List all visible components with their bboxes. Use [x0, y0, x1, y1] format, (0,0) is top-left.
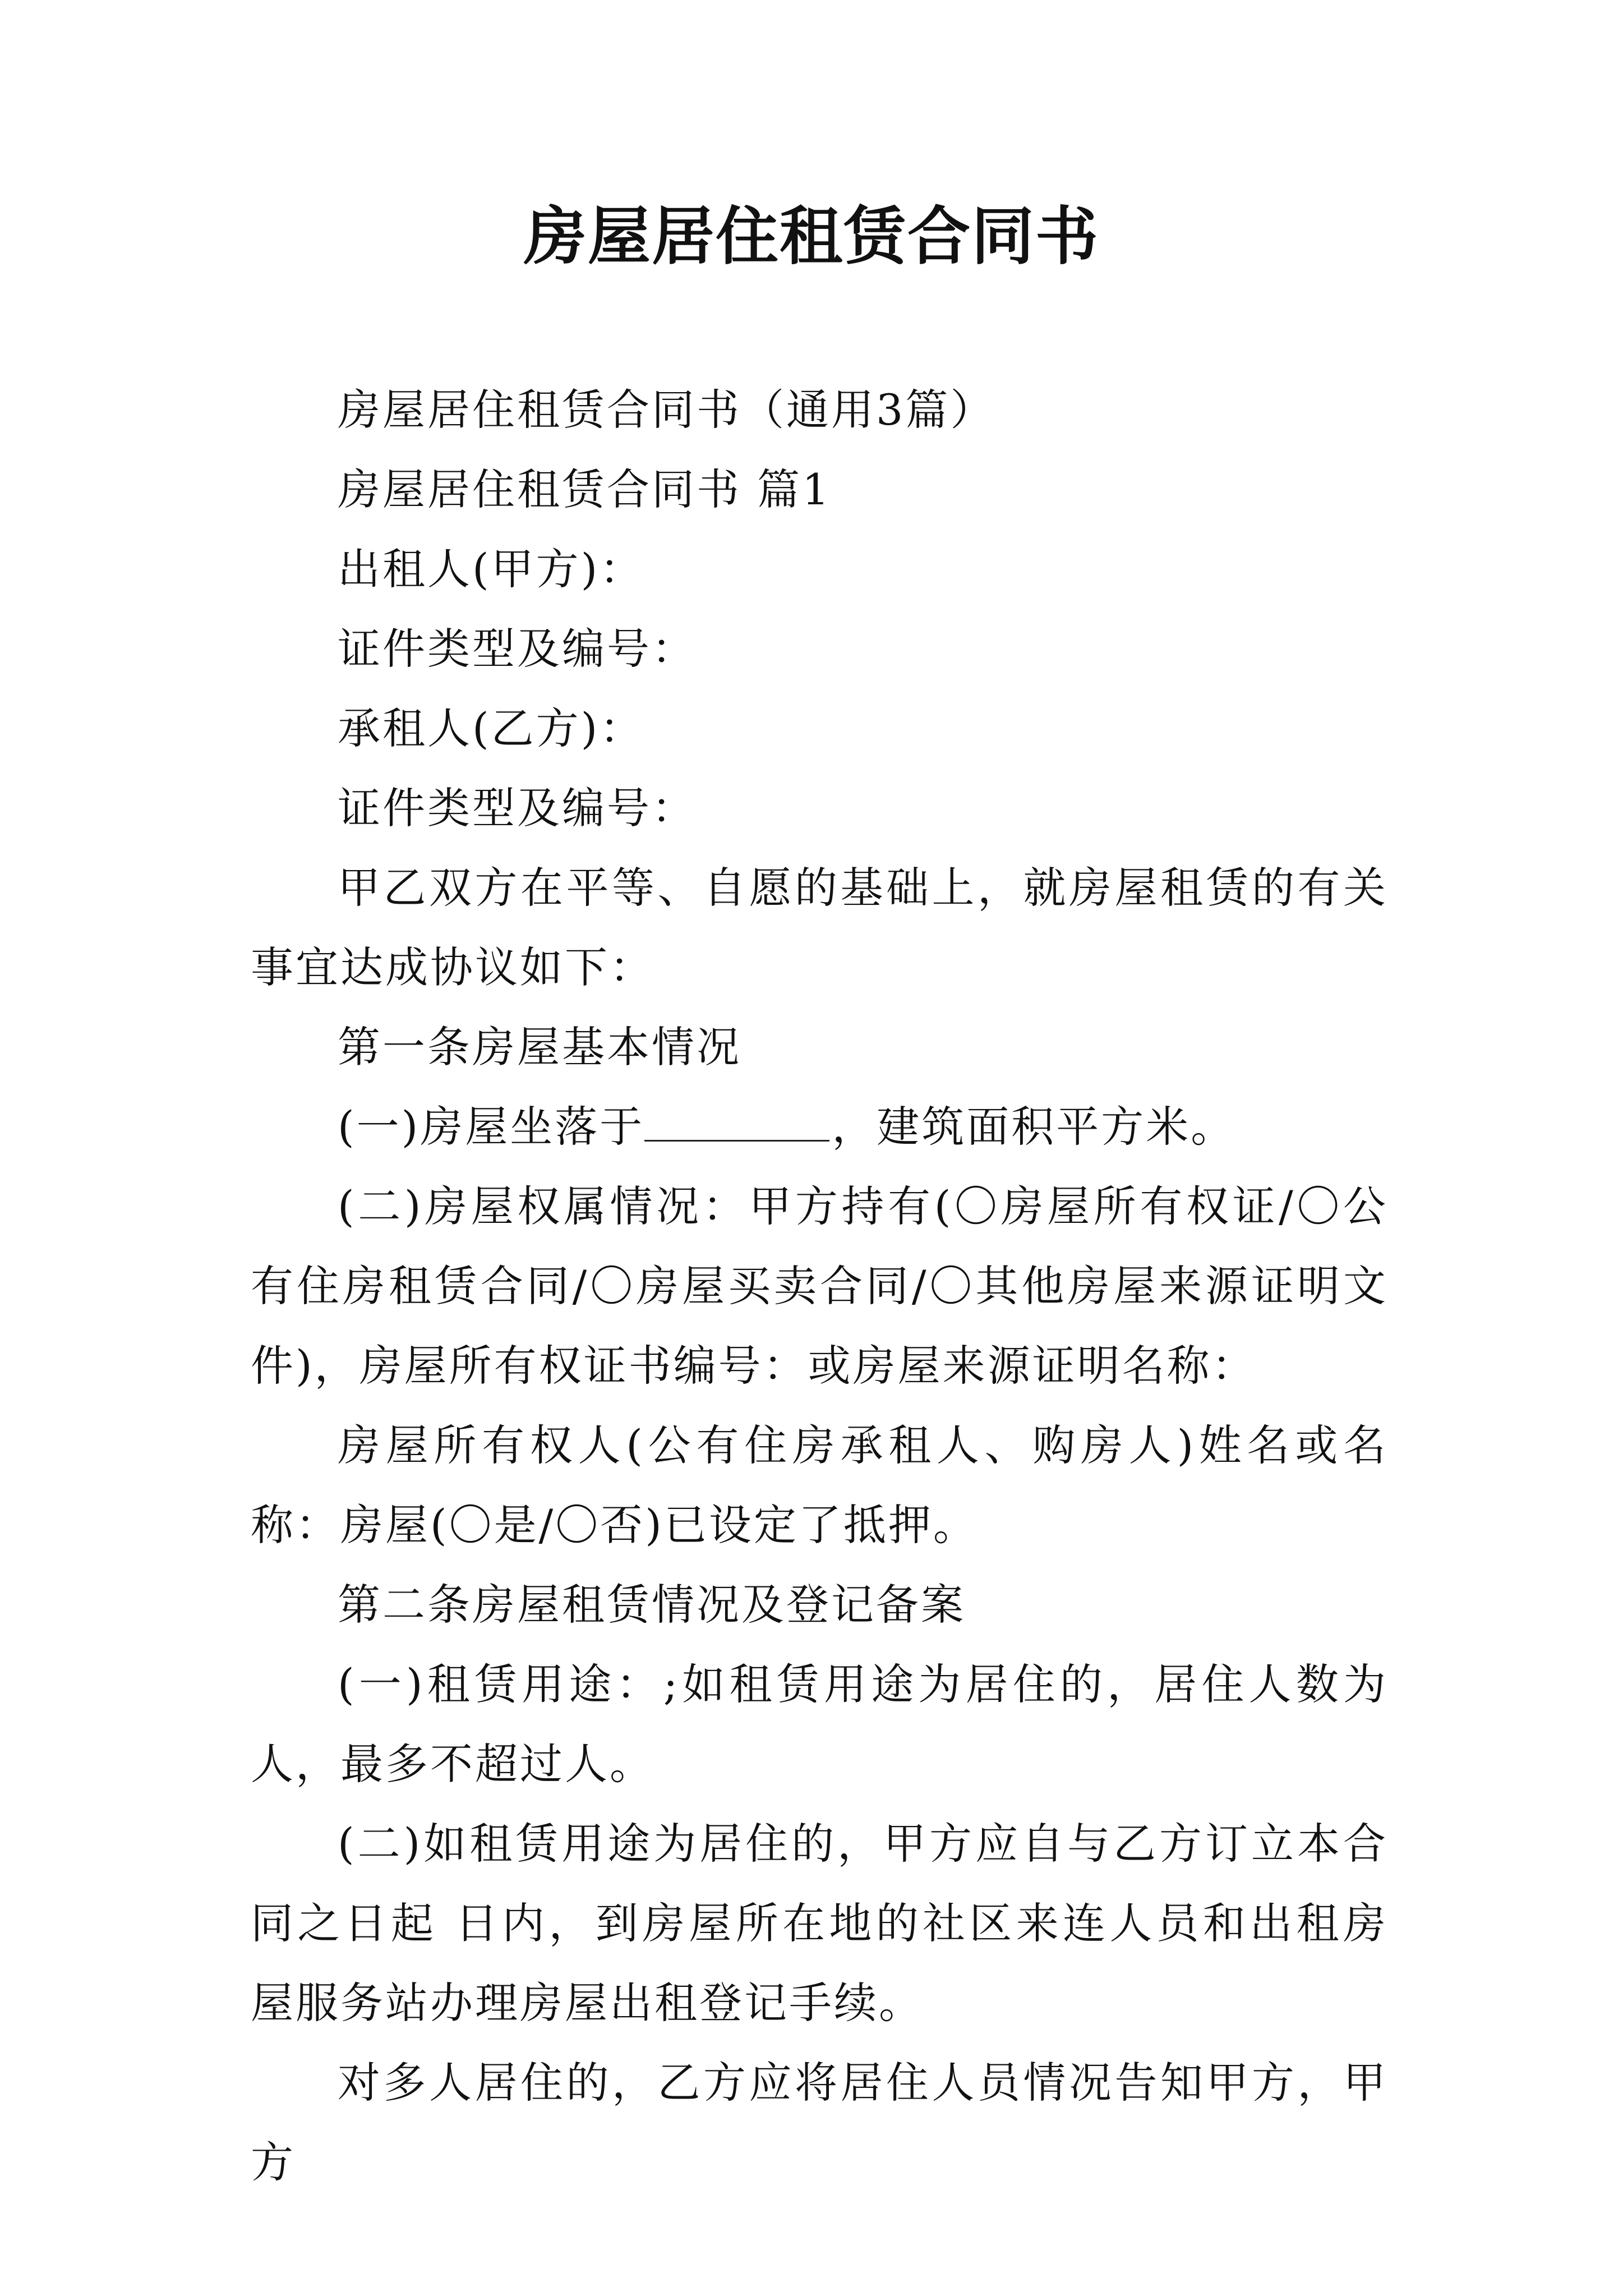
- location-suffix: ，建筑面积平方米。: [832, 1102, 1236, 1152]
- paragraph: 证件类型及编号：: [338, 624, 697, 674]
- paragraph: 对多人居住的，乙方应将居住人员情况告知甲方，甲方: [251, 2058, 1388, 2187]
- paragraph: 证件类型及编号：: [338, 783, 697, 833]
- document-title: 房屋居住租赁合同书: [524, 200, 1099, 273]
- paragraph: 甲乙双方在平等、自愿的基础上，就房屋租赁的有关事宜达成协议如下：: [251, 863, 1388, 992]
- fill-in-blank: [644, 1101, 829, 1142]
- paragraph: (二)如租赁用途为居住的，甲方应自与乙方订立本合同之日起 日内，到房屋所在地的社区来连人员和出租房屋服务站办理房屋出租登记手续。: [251, 1819, 1388, 2028]
- paragraph: 承租人(乙方)：: [338, 703, 645, 753]
- location-prefix: (一)房屋坐落于: [338, 1102, 645, 1152]
- paragraph: (二)房屋权属情况：甲方持有(〇房屋所有权证/〇公有住房租赁合同/〇房屋买卖合同/〇其他房屋来源证明文件)，房屋所有权证书编号：或房屋来源证明名称：: [251, 1181, 1388, 1391]
- paragraph: (一)租赁用途：;如租赁用途为居住的，居住人数为人，最多不超过人。: [251, 1659, 1388, 1789]
- section-heading: 第一条房屋基本情况: [338, 1022, 741, 1072]
- paragraph: 房屋居住租赁合同书（通用3篇）: [338, 385, 995, 435]
- paragraph: 出租人(甲方)：: [338, 544, 645, 594]
- paragraph: 房屋居住租赁合同书 篇1: [338, 464, 832, 514]
- location-line: [251, 1087, 1388, 1167]
- document-body: [251, 370, 1388, 2202]
- paragraph: 房屋所有权人(公有住房承租人、购房人)姓名或名称：房屋(〇是/〇否)已设定了抵押。: [251, 1420, 1388, 1550]
- section-heading: 第二条房屋租赁情况及登记备案: [338, 1580, 966, 1630]
